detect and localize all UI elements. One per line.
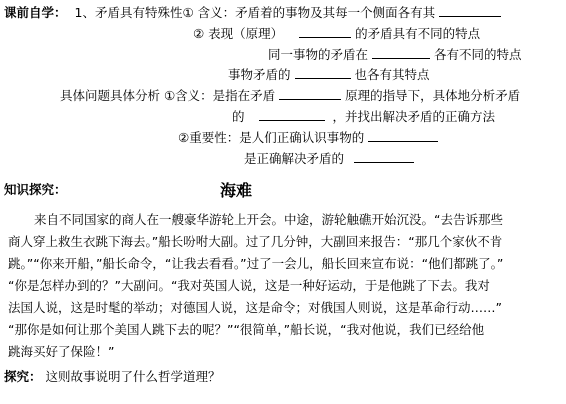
story-line: 商人穿上救生衣跳下海去。”船长吩咐大副。过了几分钟，大副回来报告：“那几个家伙不肯 — [8, 234, 503, 249]
self-study-line-8 — [244, 150, 414, 167]
story-paragraph — [8, 209, 560, 363]
inquiry-label: 探究： — [4, 369, 42, 384]
story-line: 法国人说，这是时髦的举动；对德国人说，这是命令；对俄国人则说，这是革命行动……” — [8, 300, 502, 315]
self-study-line-6 — [232, 108, 495, 125]
self-study-line-3 — [268, 46, 522, 63]
particularity-definition-text: 1、矛盾具有特殊性① 含义：矛盾着的事物及其每一个侧面各有其 — [74, 5, 436, 20]
self-study-line-2 — [193, 25, 480, 42]
contradiction-text: 事物矛盾的 — [228, 67, 291, 82]
inquiry-line — [4, 369, 221, 385]
inquiry-question: 这则故事说明了什么哲学道理？ — [45, 369, 221, 384]
story-line: “你是怎样办到的？”大副问。“我对英国人说，这是一种好运动，于是他跳了下去。我对 — [8, 278, 490, 293]
story-line: 来自不同国家的商人在一艘豪华游轮上开会。中途，游轮触礁开始沉没。“去告诉那些 — [34, 212, 503, 227]
self-study-line-7 — [178, 129, 438, 146]
resolve-text: 是正确解决矛盾的 — [244, 151, 345, 166]
fill-blank — [354, 150, 414, 163]
same-thing-tail: 各有不同的特点 — [433, 47, 522, 62]
story-line: 跳。”“你来开船，”船长命令，“让我去看看。”过了一会儿，船长回来宣布说：“他们都跳了。” — [8, 256, 504, 271]
self-study-line-1 — [4, 4, 501, 21]
fill-blank — [259, 108, 325, 121]
manifestation-label: ② 表现（原理） — [193, 26, 284, 41]
fill-blank — [368, 129, 438, 142]
self-study-line-4 — [228, 66, 430, 83]
manifestation-text: 的矛盾具有不同的特点 — [355, 26, 481, 41]
knowledge-explore-label: 知识探究： — [4, 182, 67, 197]
method-text: ，并找出解决矛盾的正确方法 — [332, 109, 495, 124]
fill-blank — [299, 25, 351, 38]
concrete-analysis-text: 具体问题具体分析 ①含义：是指在矛盾 — [60, 88, 276, 103]
contradiction-tail: 也各有其特点 — [354, 67, 430, 82]
story-line: “那你是如何让那个美国人跳下去的呢？”“很简单，”船长说，“我对他说，我们已经给他 — [8, 322, 485, 337]
self-study-line-5 — [60, 87, 520, 104]
self-study-label: 课前自学： — [4, 5, 67, 20]
fill-blank — [372, 46, 430, 59]
of-text: 的 — [232, 109, 245, 124]
fill-blank — [295, 66, 351, 79]
concrete-analysis-tail: 原理的指导下，具体地分析矛盾 — [345, 88, 521, 103]
fill-blank — [279, 87, 341, 100]
story-line: 跳海买好了保险！” — [8, 344, 115, 359]
fill-blank — [439, 4, 501, 17]
importance-text: ②重要性：是人们正确认识事物的 — [178, 130, 365, 145]
story-title: 海难 — [220, 181, 253, 200]
same-thing-text: 同一事物的矛盾在 — [268, 47, 369, 62]
